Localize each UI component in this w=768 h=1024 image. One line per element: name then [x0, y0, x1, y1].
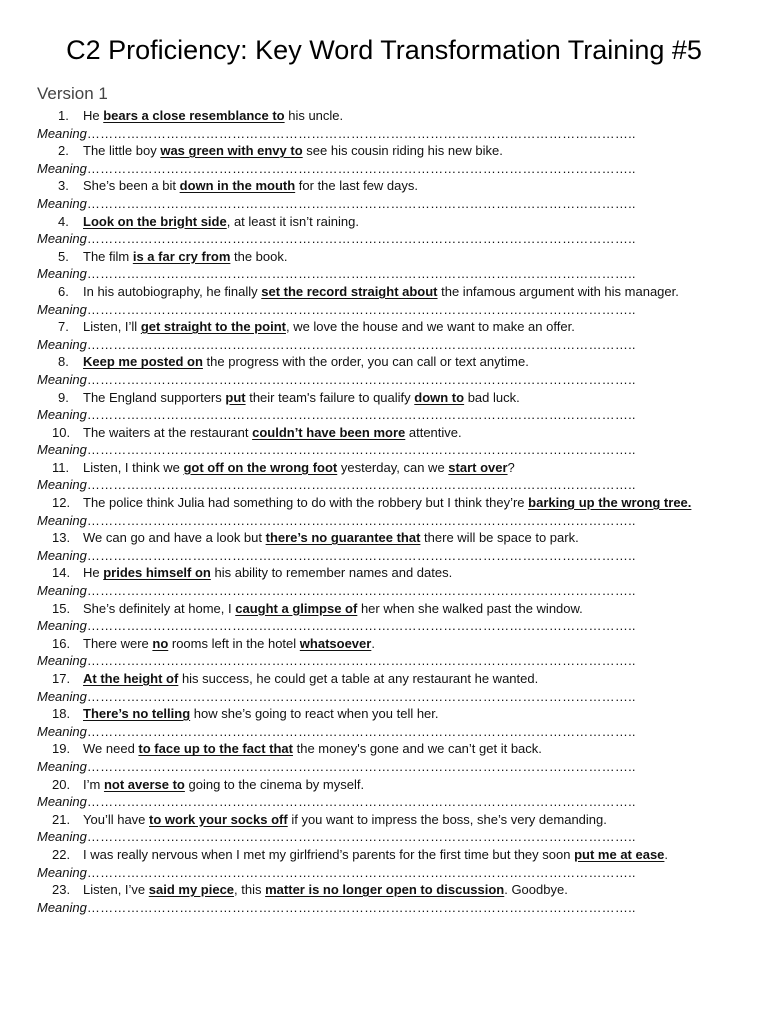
item-number: 2.	[58, 143, 69, 159]
sentence-text	[83, 318, 724, 336]
item-number: 10.	[52, 424, 71, 440]
key-phrase: Keep me posted on	[83, 354, 203, 370]
sentence-fragment: attentive.	[405, 424, 462, 440]
key-phrase: there’s no guarantee that	[265, 530, 421, 546]
sentence-text	[83, 213, 724, 231]
sentence-fragment: You’ll have	[83, 811, 150, 827]
meaning-line[interactable]	[0, 125, 699, 143]
item-number: 9.	[58, 389, 69, 405]
item-number: 21.	[52, 811, 71, 827]
meaning-answer-blank[interactable]: ……………………………………………………………………………………………………………..	[86, 899, 636, 915]
sentence-text	[83, 881, 724, 899]
sentence-fragment: his ability to remember names and dates.	[210, 565, 453, 581]
item-number: 16.	[52, 635, 71, 651]
key-phrase: is a far cry from	[132, 248, 231, 264]
exercise-item	[0, 705, 768, 740]
item-number: 1.	[58, 108, 69, 123]
sentence-text	[83, 177, 724, 195]
meaning-label: Meaning	[37, 864, 87, 880]
sentence-fragment: for the last few days.	[295, 178, 419, 194]
key-phrase: set the record straight about	[261, 283, 438, 299]
meaning-label: Meaning	[37, 794, 87, 810]
sentence-fragment: their team's failure to qualify	[245, 389, 415, 405]
exercise-item	[0, 776, 768, 811]
meaning-line[interactable]	[0, 336, 699, 354]
meaning-answer-blank[interactable]: ……………………………………………………………………………………………………………..	[86, 758, 636, 774]
sentence-fragment: .	[664, 846, 669, 862]
sentence-fragment: if you want to impress the boss, she’s very demanding.	[287, 811, 607, 827]
sentence-fragment: bad luck.	[464, 389, 520, 405]
sentence-fragment: her when she walked past the window.	[357, 600, 583, 616]
meaning-label: Meaning	[37, 125, 87, 141]
meaning-answer-blank[interactable]: ……………………………………………………………………………………………………………..	[86, 547, 636, 563]
item-number: 4.	[58, 213, 69, 229]
sentence-fragment: , we love the house and we want to make an offer.	[285, 319, 575, 335]
meaning-line[interactable]	[0, 476, 699, 494]
meaning-label: Meaning	[37, 688, 87, 704]
exercise-sentence	[0, 318, 768, 336]
meaning-line[interactable]	[0, 195, 699, 213]
page-title: C2 Proficiency: Key Word Transformation Training #5	[66, 35, 702, 65]
exercise-sentence	[0, 705, 768, 723]
meaning-answer-blank[interactable]: ……………………………………………………………………………………………………………..	[86, 829, 636, 845]
meaning-answer-blank[interactable]: ……………………………………………………………………………………………………………..	[86, 477, 636, 493]
exercise-item	[0, 600, 768, 635]
meaning-answer-blank[interactable]: ……………………………………………………………………………………………………………..	[86, 723, 636, 739]
meaning-label: Meaning	[37, 266, 87, 282]
meaning-line[interactable]	[0, 265, 699, 283]
meaning-answer-blank[interactable]: ……………………………………………………………………………………………………………..	[86, 688, 636, 704]
key-phrase: was green with envy to	[160, 143, 303, 159]
sentence-fragment: She’s definitely at home, I	[83, 600, 236, 616]
exercise-sentence	[0, 107, 768, 125]
sentence-fragment: The little boy	[83, 143, 161, 159]
item-number: 18.	[52, 706, 71, 722]
sentence-fragment: going to the cinema by myself.	[184, 776, 365, 792]
exercise-item	[0, 459, 768, 494]
exercise-sentence	[0, 248, 768, 266]
sentence-text	[83, 283, 724, 301]
key-phrase: At the height of	[83, 671, 179, 686]
meaning-line[interactable]	[0, 371, 699, 389]
exercise-sentence	[0, 635, 768, 653]
meaning-label: Meaning	[37, 442, 87, 458]
meaning-answer-blank[interactable]: ……………………………………………………………………………………………………………..	[86, 653, 636, 669]
exercise-sentence	[0, 811, 768, 829]
meaning-label: Meaning	[37, 407, 87, 423]
sentence-fragment: . Goodbye.	[504, 882, 568, 898]
sentence-text	[83, 564, 724, 582]
exercise-sentence	[0, 881, 768, 899]
meaning-answer-blank[interactable]: ……………………………………………………………………………………………………………..	[86, 371, 636, 387]
meaning-line[interactable]	[0, 441, 699, 459]
meaning-answer-blank[interactable]: ……………………………………………………………………………………………………………..	[86, 442, 636, 458]
exercise-item	[0, 635, 768, 670]
sentence-fragment: the infamous argument with his manager.	[437, 283, 679, 299]
key-phrase: put	[225, 389, 246, 405]
sentence-fragment: rooms left in the hotel	[168, 635, 300, 651]
exercise-item	[0, 213, 768, 248]
exercise-item	[0, 881, 768, 916]
item-number: 19.	[52, 741, 71, 757]
sentence-fragment: there will be space to park.	[420, 530, 579, 546]
meaning-line[interactable]	[0, 160, 699, 178]
key-phrase: got off on the wrong foot	[183, 459, 338, 475]
exercise-sentence	[0, 740, 768, 758]
sentence-text	[83, 811, 724, 829]
sentence-fragment: , at least it isn’t raining.	[226, 213, 359, 229]
key-phrase: Look on the bright side	[83, 213, 227, 229]
item-number: 23.	[52, 882, 71, 898]
meaning-label: Meaning	[37, 829, 87, 845]
meaning-label: Meaning	[37, 512, 87, 528]
exercise-sentence	[0, 353, 768, 371]
item-number: 6.	[58, 283, 69, 299]
sentence-fragment: the book.	[230, 248, 288, 264]
meaning-label: Meaning	[37, 231, 87, 247]
sentence-fragment: the money's gone and we can’t get it back.	[292, 741, 542, 757]
key-phrase: caught a glimpse of	[235, 600, 358, 616]
sentence-text	[83, 776, 724, 794]
item-number: 15.	[52, 600, 71, 616]
item-number: 14.	[52, 565, 71, 581]
exercise-item	[0, 424, 768, 459]
sentence-text	[83, 705, 724, 723]
key-phrase: whatsoever	[299, 635, 372, 651]
meaning-answer-blank[interactable]: ……………………………………………………………………………………………………………..	[86, 864, 636, 880]
sentence-fragment: The England supporters	[83, 389, 226, 405]
sentence-fragment: The waiters at the restaurant	[83, 424, 253, 440]
item-number: 7.	[58, 319, 69, 335]
sentence-text	[83, 600, 724, 618]
sentence-fragment: Listen, I think we	[83, 459, 184, 475]
exercise-item	[0, 740, 768, 775]
exercise-sentence	[0, 213, 768, 231]
sentence-text	[83, 389, 724, 407]
sentence-fragment: .	[371, 635, 375, 651]
sentence-text	[83, 494, 724, 512]
exercise-item	[0, 811, 768, 846]
meaning-label: Meaning	[37, 371, 87, 387]
sentence-text	[83, 740, 724, 758]
version-label: Version 1	[37, 84, 108, 103]
exercise-sentence	[0, 424, 768, 442]
sentence-text	[83, 248, 724, 266]
meaning-line[interactable]	[0, 758, 699, 776]
exercise-item	[0, 846, 768, 881]
meaning-line[interactable]	[0, 301, 699, 319]
key-phrase: put me at ease	[574, 846, 665, 862]
exercise-item	[0, 564, 768, 599]
item-number: 5.	[58, 248, 69, 264]
sentence-fragment: We can go and have a look but	[83, 530, 266, 546]
exercise-sentence	[0, 459, 768, 477]
exercise-item	[0, 529, 768, 564]
meaning-label: Meaning	[37, 618, 87, 634]
sentence-fragment: Listen, I’ll	[83, 319, 141, 335]
meaning-line[interactable]	[0, 512, 699, 530]
sentence-fragment: She’s been a bit	[83, 178, 180, 194]
meaning-label: Meaning	[37, 723, 87, 739]
sentence-text	[83, 846, 724, 864]
meaning-line[interactable]	[0, 652, 699, 670]
meaning-label: Meaning	[37, 583, 87, 599]
sentence-text	[83, 353, 724, 371]
meaning-answer-blank[interactable]: ……………………………………………………………………………………………………………..	[86, 618, 636, 634]
meaning-label: Meaning	[37, 653, 87, 669]
meaning-answer-blank[interactable]: ……………………………………………………………………………………………………………..	[86, 160, 636, 176]
exercise-sentence	[0, 177, 768, 195]
exercise-item	[0, 248, 768, 283]
exercise-item	[0, 389, 768, 424]
sentence-fragment: I’m	[83, 776, 104, 792]
exercise-list	[0, 107, 768, 916]
meaning-answer-blank[interactable]: ……………………………………………………………………………………………………………..	[86, 336, 636, 352]
sentence-text	[83, 635, 724, 653]
meaning-line[interactable]	[0, 899, 699, 917]
key-phrase: start over	[448, 459, 508, 475]
key-phrase: no	[152, 635, 169, 651]
exercise-sentence	[0, 846, 768, 864]
exercise-item	[0, 107, 768, 142]
sentence-fragment: He	[83, 565, 104, 581]
meaning-answer-blank[interactable]: ……………………………………………………………………………………………………………..	[86, 583, 636, 599]
exercise-sentence	[0, 600, 768, 618]
exercise-item	[0, 177, 768, 212]
key-phrase: to work your socks off	[149, 811, 288, 827]
sentence-text	[83, 670, 724, 688]
meaning-line[interactable]	[0, 547, 699, 565]
key-phrase: couldn’t have been more	[252, 424, 406, 440]
sentence-fragment: Listen, I’ve	[83, 882, 149, 898]
exercise-item	[0, 142, 768, 177]
meaning-label: Meaning	[37, 899, 87, 915]
meaning-label: Meaning	[37, 301, 87, 317]
meaning-line[interactable]	[0, 406, 699, 424]
sentence-fragment: There were	[83, 635, 153, 651]
sentence-fragment: We need	[83, 741, 139, 757]
sentence-text	[83, 459, 724, 477]
meaning-answer-blank[interactable]: ……………………………………………………………………………………………………………..	[86, 231, 636, 247]
exercise-item	[0, 318, 768, 353]
exercise-item	[0, 670, 768, 705]
exercise-sentence	[0, 494, 768, 512]
meaning-line[interactable]	[0, 688, 699, 706]
sentence-text	[83, 142, 724, 160]
exercise-sentence	[0, 142, 768, 160]
sentence-text	[83, 107, 724, 125]
key-phrase: barking up the wrong tree.	[528, 495, 692, 511]
sentence-fragment: In his autobiography, he finally	[83, 283, 262, 299]
meaning-label: Meaning	[37, 758, 87, 774]
key-phrase: down in the mouth	[179, 178, 296, 194]
key-phrase: said my piece	[148, 882, 235, 898]
meaning-answer-blank[interactable]: ……………………………………………………………………………………………………………..	[86, 301, 636, 317]
sentence-fragment: The film	[83, 248, 133, 264]
exercise-sentence	[0, 283, 768, 301]
item-number: 13.	[52, 530, 71, 546]
meaning-answer-blank[interactable]: ……………………………………………………………………………………………………………..	[86, 407, 636, 423]
meaning-line[interactable]	[0, 230, 699, 248]
meaning-line[interactable]	[0, 828, 699, 846]
meaning-label: Meaning	[37, 477, 87, 493]
item-number: 22.	[52, 846, 71, 862]
meaning-label: Meaning	[37, 195, 87, 211]
key-phrase: prides himself on	[103, 565, 211, 581]
meaning-line[interactable]	[0, 864, 699, 882]
exercise-sentence	[0, 776, 768, 794]
meaning-line[interactable]	[0, 793, 699, 811]
meaning-line[interactable]	[0, 723, 699, 741]
meaning-line[interactable]	[0, 617, 699, 635]
sentence-fragment: The police think Julia had something to do with the robbery but I think they’re	[83, 495, 529, 511]
sentence-fragment: his success, he could get a table at any restaurant he wanted.	[178, 671, 539, 686]
key-phrase: to face up to the fact that	[138, 741, 293, 757]
item-number: 3.	[58, 178, 69, 194]
sentence-fragment: He	[83, 108, 104, 123]
key-phrase: down to	[414, 389, 465, 405]
sentence-text	[83, 529, 724, 547]
meaning-line[interactable]	[0, 582, 699, 600]
sentence-text	[83, 424, 724, 442]
meaning-answer-blank[interactable]: ……………………………………………………………………………………………………………..	[86, 195, 636, 211]
exercise-item	[0, 283, 768, 318]
meaning-answer-blank[interactable]: ……………………………………………………………………………………………………………..	[86, 125, 636, 141]
exercise-item	[0, 353, 768, 388]
item-number: 12.	[52, 495, 71, 511]
exercise-item	[0, 494, 768, 529]
meaning-label: Meaning	[37, 336, 87, 352]
item-number: 11.	[52, 459, 70, 475]
sentence-fragment: ?	[507, 459, 515, 475]
sentence-fragment: , this	[234, 882, 266, 898]
meaning-answer-blank[interactable]: ……………………………………………………………………………………………………………..	[86, 794, 636, 810]
exercise-sentence	[0, 529, 768, 547]
key-phrase: There’s no telling	[83, 706, 191, 722]
sentence-fragment: I was really nervous when I met my girlfriend’s parents for the first time but they soon	[83, 846, 575, 862]
sentence-fragment: how she’s going to react when you tell her.	[190, 706, 439, 722]
key-phrase: get straight to the point	[140, 319, 286, 335]
exercise-sentence	[0, 389, 768, 407]
sentence-fragment: see his cousin riding his new bike.	[302, 143, 503, 159]
meaning-label: Meaning	[37, 547, 87, 563]
meaning-answer-blank[interactable]: ……………………………………………………………………………………………………………..	[86, 512, 636, 528]
key-phrase: not averse to	[103, 776, 185, 792]
item-number: 8.	[58, 354, 69, 370]
meaning-label: Meaning	[37, 160, 87, 176]
exercise-sentence	[0, 670, 768, 688]
item-number: 17.	[52, 671, 71, 686]
meaning-answer-blank[interactable]: ……………………………………………………………………………………………………………..	[86, 266, 636, 282]
key-phrase: bears a close resemblance to	[103, 108, 285, 123]
key-phrase: matter is no longer open to discussion	[265, 882, 505, 898]
sentence-fragment: his uncle.	[284, 108, 344, 123]
exercise-sentence	[0, 564, 768, 582]
sentence-fragment: the progress with the order, you can call or text anytime.	[202, 354, 529, 370]
sentence-fragment: yesterday, can we	[337, 459, 449, 475]
item-number: 20.	[52, 776, 71, 792]
